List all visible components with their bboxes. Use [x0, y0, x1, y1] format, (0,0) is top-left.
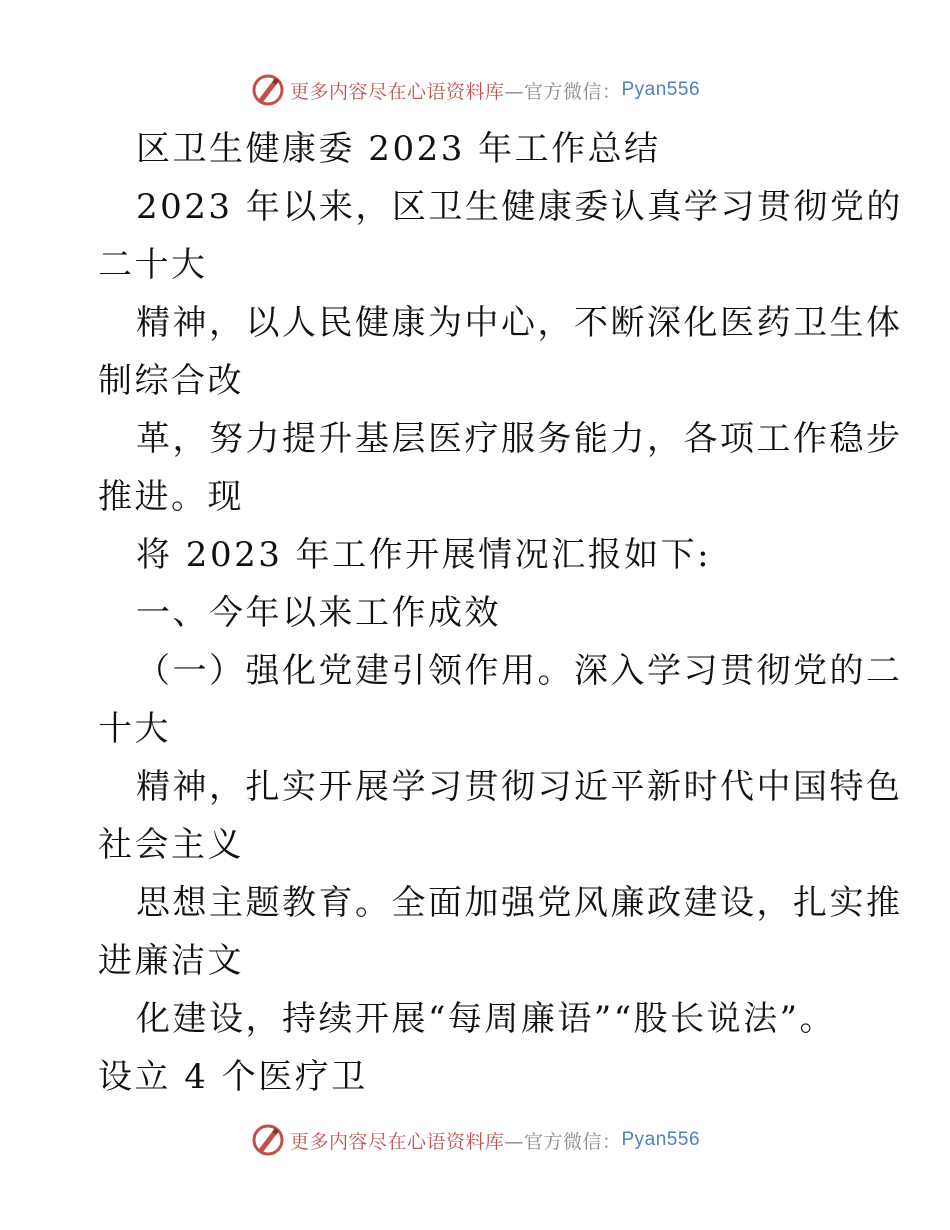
text-line: 将 2023 年工作开展情况汇报如下:	[136, 535, 712, 575]
header-watermark	[0, 70, 950, 110]
document-body	[98, 120, 903, 1106]
watermark-wechat-label: —官方微信：	[504, 1130, 622, 1153]
text-line: 十大	[98, 709, 171, 749]
text-line: 一、今年以来工作成效	[136, 593, 501, 633]
pen-circle-logo-icon	[250, 1122, 286, 1158]
text-line: 制综合改	[98, 361, 244, 401]
text-line: 进廉洁文	[98, 941, 244, 981]
pen-circle-logo-icon	[250, 72, 286, 108]
watermark-site-text: 更多内容尽在心语资料库	[289, 1130, 505, 1153]
text-line: 思想主题教育。全面加强党风廉政建设，扎实推	[136, 883, 903, 923]
text-line: 精神，以人民健康为中心，不断深化医药卫生体	[136, 303, 903, 343]
text-line: 二十大	[98, 245, 208, 285]
text-line: 推进。现	[98, 477, 244, 517]
footer-watermark	[0, 1120, 950, 1160]
text-line: 2023 年以来，区卫生健康委认真学习贯彻党的	[136, 187, 903, 227]
text-line: 化建设，持续开展“每周廉语”“股长说法”。	[136, 999, 837, 1039]
text-line: （一）强化党建引领作用。深入学习贯彻党的二	[136, 651, 903, 691]
text-line: 区卫生健康委 2023 年工作总结	[136, 129, 661, 169]
text-line: 精神，扎实开展学习贯彻习近平新时代中国特色	[136, 767, 903, 807]
watermark-wechat-id: Pyan556	[621, 79, 701, 100]
watermark-wechat-label: —官方微信：	[504, 80, 622, 103]
text-line: 革，努力提升基层医疗服务能力，各项工作稳步	[136, 419, 903, 459]
text-line: 社会主义	[98, 825, 244, 865]
text-line: 设立 4 个医疗卫	[98, 1057, 368, 1097]
watermark-site-text: 更多内容尽在心语资料库	[289, 80, 505, 103]
watermark-wechat-id: Pyan556	[621, 1129, 701, 1150]
